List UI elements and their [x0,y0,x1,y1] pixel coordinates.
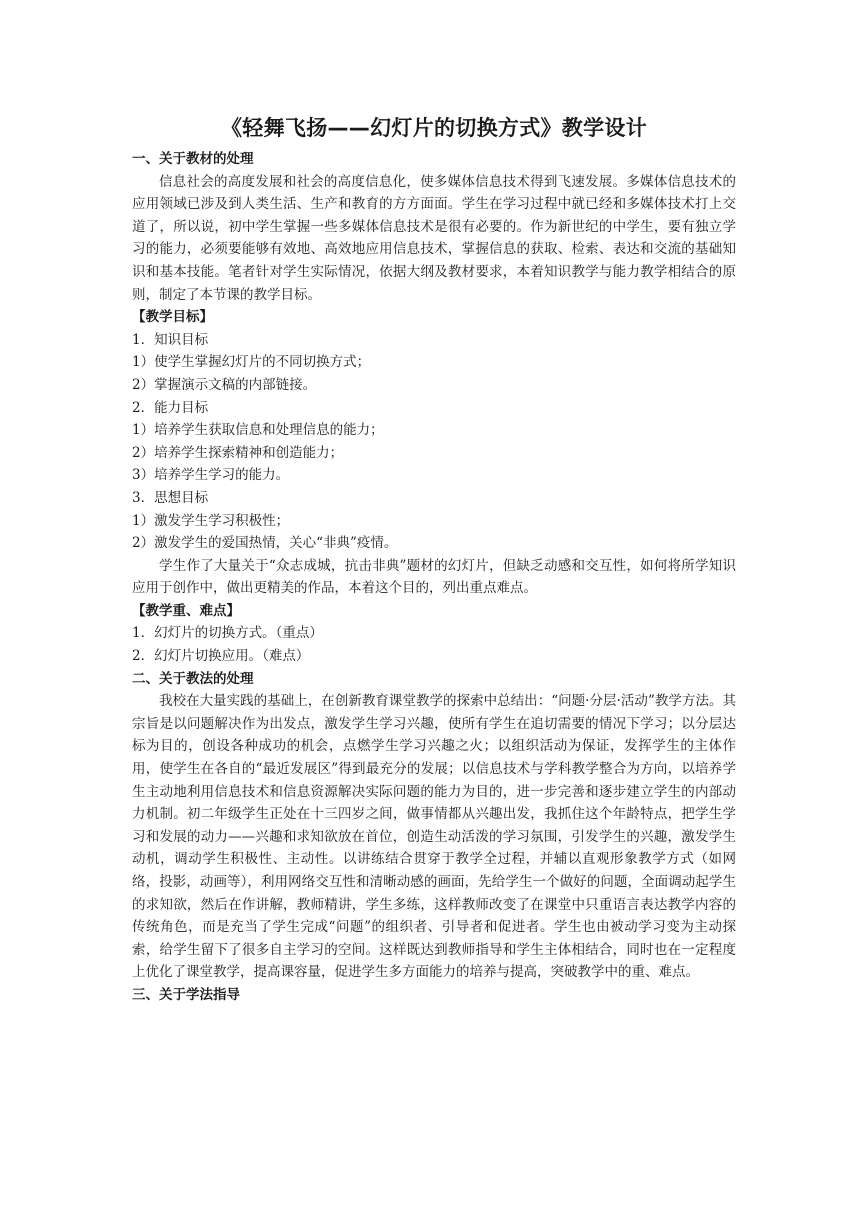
document-page [132,112,736,1007]
section-heading-learning-method: 三、关于学法指导 [132,986,240,1003]
objective-line: 1．知识目标 [132,331,209,348]
objective-line: 2）培养学生探索精神和创造能力； [132,444,344,461]
objective-line: 1）使学生掌握幻灯片的不同切换方式； [132,354,371,371]
objective-line: 3）培养学生学习的能力。 [132,467,290,484]
objective-line: 2）掌握演示文稿的内部链接。 [132,376,317,393]
paragraph-materials: 信息社会的高度发展和社会的高度信息化，使多媒体信息技术得到飞速发展。多媒体信息技术的应用领域已涉及到人类生活、生产和教育的方方面面。学生在学习过程中就已经和多媒体技术打上交道了，所以说，初中学生掌握一些多媒体信息技术是很有必要的。作为新世纪的中学生，要有独立学习的能力，必须要能够有效地、高效地应用信息技术，掌握信息的获取、检索、表达和交流的基础知识和基本技能。笔者针对学生实际情况，依据大纲及教材要求，本着知识教学与能力教学相结合的原则，制定了本节课的教学目标。 [132,173,736,303]
objective-line: 1）培养学生获取信息和处理信息的能力； [132,422,384,439]
objective-line: 2）激发学生的爱国热情，关心“非典”疫情。 [132,535,398,552]
objectives-heading: 【教学目标】 [132,309,213,326]
keypoint-line: 2．幻灯片切换应用。（难点） [132,648,310,665]
objective-line: 2．能力目标 [132,399,209,416]
keypoints-heading: 【教学重、难点】 [132,602,240,619]
document-title: 《轻舞飞扬——幻灯片的切换方式》教学设计 [221,116,647,140]
paragraph-objectives-note: 学生作了大量关于“众志成城，抗击非典”题材的幻灯片，但缺乏动感和交互性，如何将所学知识应用于创作中，做出更精美的作品，本着这个目的，列出重点难点。 [132,557,736,597]
objective-line: 3．思想目标 [132,489,209,506]
section-heading-materials: 一、关于教材的处理 [132,151,254,167]
keypoint-line: 1．幻灯片的切换方式。（重点） [132,625,323,642]
section-heading-teaching-method: 二、关于教法的处理 [132,670,254,687]
paragraph-teaching-method: 我校在大量实践的基础上，在创新教育课堂教学的探索中总结出：“问题·分层·活动”教学方法。其宗旨是以问题解决作为出发点，激发学生学习兴趣，使所有学生在追切需要的情况下学习；以分层达标为目的，创设各种成功的机会，点燃学生学习兴趣之火；以组织活动为保证，发挥学生的主体作用，使学生在各自的“最近发展区”得到最充分的发展；以信息技术与学科教学整合为方向，以培养学生主动地利用信息技术和信息资源解决实际问题的能力为目的，进一步完善和逐步建立学生的内部动力机制。初二年级学生正处在十三四岁之间，做事情都从兴趣出发，我抓住这个年龄特点，把学生学习和发展的动力——兴趣和求知欲放在首位，创造生动活泼的学习氛围，引发学生的兴趣，激发学生动机，调动学生积极性、主动性。以讲练结合贯穿于教学全过程，并辅以直观形象教学方式（如网络，投影，动画等），利用网络交互性和清晰动感的画面，先给学生一个做好的问题，全面调动起学生的求知欲，然后在作讲解，教师精讲，学生多练，这样教师改变了在课堂中只重语言表达教学内容的传统角色，而是充当了学生完成“问题”的组织者、引导者和促进者。学生也由被动学习变为主动探索，给学生留下了很多自主学习的空间。这样既达到教师指导和学生主体相结合，同时也在一定程度上优化了课堂教学，提高课容量，促进学生多方面能力的培养与提高，突破教学中的重、难点。 [132,693,736,981]
objective-line: 1）激发学生学习积极性； [132,512,290,529]
